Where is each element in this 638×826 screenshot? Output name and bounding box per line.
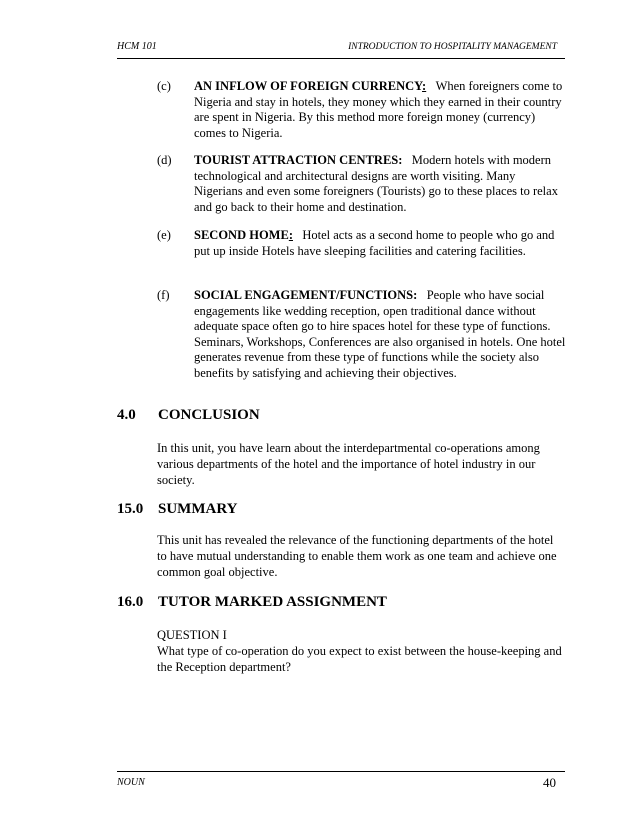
footer-rule [117, 771, 565, 772]
list-item-text: When foreigners come to Nigeria and stay in hotels, they money which they earned in their country are spent in Nigeria. By this method more foreign money (currency) comes to Nigeria. [194, 79, 563, 140]
list-item-text: People who have social engagements like wedding reception, open traditional dance without adequate space often go to hire spaces hotel for these type of functions. Seminars, Workshops, Conferences are also organised in hotels. One hotel generates revenue from these type of functions while the society also benefits by satisfying and achieving their objectives. [194, 288, 566, 380]
list-item-letter: (f) [157, 288, 170, 302]
question-label: QUESTION I [157, 628, 227, 642]
list-item-d [157, 153, 567, 215]
section-number: 16.0 [117, 594, 144, 610]
section-number: 4.0 [117, 407, 136, 423]
section-body-conclusion: In this unit, you have learn about the interdepartmental co-operations among various departments of the hotel and the importance of hotel industry in our society. [157, 441, 540, 487]
section-title: SUMMARY [158, 501, 238, 517]
page-number: 40 [543, 775, 556, 790]
footer-institution: NOUN [117, 777, 145, 788]
list-item-letter: (d) [157, 153, 172, 167]
list-item-f [157, 288, 567, 381]
section-heading-summary [117, 500, 237, 518]
section-number: 15.0 [117, 501, 144, 517]
list-item-c [157, 79, 567, 141]
list-item-text: Modern hotels with modern technological and architectural designs are worth visiting. Many Nigerians and even some foreigners (Tourists) go to these places to relax and go back to their home and destination. [194, 153, 558, 214]
section-title: TUTOR MARKED ASSIGNMENT [158, 594, 387, 610]
header-rule [117, 58, 565, 59]
list-item-letter: (e) [157, 228, 171, 242]
list-item-letter: (c) [157, 79, 171, 93]
list-item-term: SOCIAL ENGAGEMENT/FUNCTIONS: [194, 288, 418, 302]
list-item-term: AN INFLOW OF FOREIGN CURRENCY: [194, 79, 427, 93]
list-item-term: TOURIST ATTRACTION CENTRES: [194, 153, 403, 167]
list-item-term: SECOND HOME: [194, 228, 293, 242]
section-heading-assignment [117, 593, 387, 611]
header-course-code: HCM 101 [117, 41, 157, 52]
header-course-title: INTRODUCTION TO HOSPITALITY MANAGEMENT [348, 42, 557, 52]
section-body-summary: This unit has revealed the relevance of the functioning departments of the hotel to have mutual understanding to enable them work as one team and achieve one common goal objective. [157, 533, 557, 579]
question-text: What type of co-operation do you expect to exist between the house-keeping and the Reception department? [157, 644, 562, 674]
section-title: CONCLUSION [158, 407, 260, 423]
section-heading-conclusion [117, 406, 260, 424]
list-item-e [157, 228, 567, 259]
list-item-text: Hotel acts as a second home to people who go and put up inside Hotels have sleeping facilities and catering facilities. [194, 228, 555, 258]
